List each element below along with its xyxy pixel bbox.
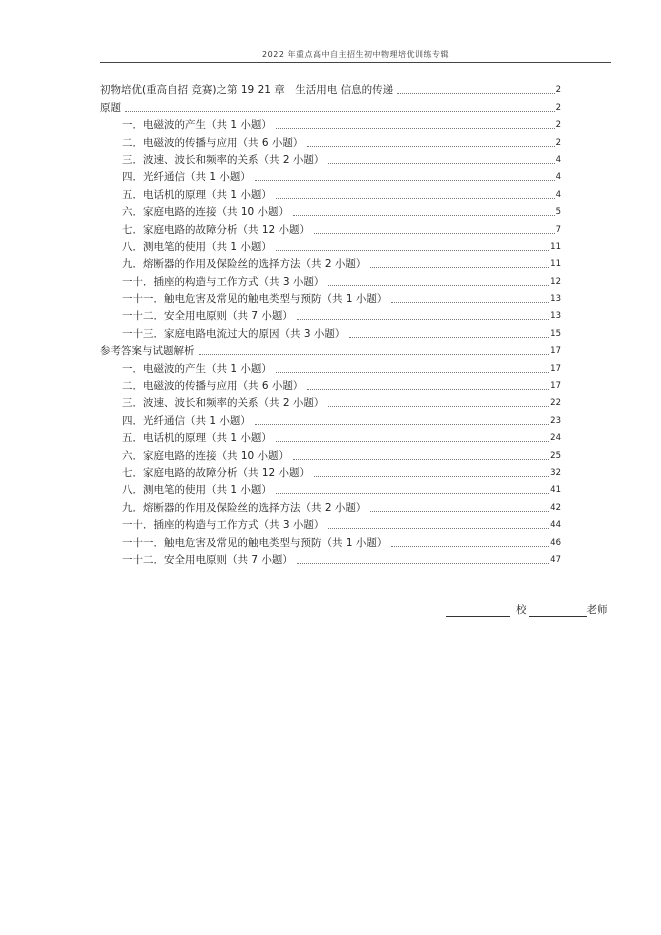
toc-entry-page: 15	[550, 328, 561, 339]
toc-entry-page: 2	[555, 137, 561, 148]
toc-leader-dots	[276, 128, 555, 129]
toc-entry[interactable]	[100, 184, 561, 201]
toc-entry-title: 一十一．触电危害及常见的触电类型与预防（共 1 小题）	[122, 536, 388, 549]
toc-entry[interactable]	[100, 550, 561, 567]
toc-entry[interactable]	[100, 202, 561, 219]
toc-leader-dots	[314, 476, 549, 477]
toc-leader-dots	[397, 93, 554, 94]
toc-entry[interactable]	[100, 341, 561, 358]
toc-leader-dots	[276, 250, 549, 251]
toc-entry-title: 八．测电笔的使用（共 1 小题）	[122, 484, 272, 497]
toc-entry-page: 23	[550, 415, 561, 426]
toc-entry-page: 2	[555, 85, 561, 96]
toc-entry-title: 初物培优(重高自招 竞赛)之第 19 21 章 生活用电 信息的传递	[100, 84, 394, 97]
toc-leader-dots	[276, 441, 549, 442]
toc-entry-page: 17	[550, 346, 561, 357]
toc-entry[interactable]	[100, 219, 561, 236]
toc-entry-title: 一十一．触电危害及常见的触电类型与预防（共 1 小题）	[122, 293, 388, 306]
toc-entry-page: 47	[550, 554, 561, 565]
toc-entry-title: 二．电磁波的传播与应用（共 6 小题）	[122, 136, 304, 149]
toc-entry-page: 46	[550, 537, 561, 548]
toc-entry-page: 13	[550, 311, 561, 322]
toc-entry[interactable]	[100, 80, 561, 97]
teacher-suffix: 老师	[586, 604, 608, 616]
toc-entry-title: 六．家庭电路的连接（共 10 小题）	[122, 206, 290, 219]
toc-entry-title: 八．测电笔的使用（共 1 小题）	[122, 240, 272, 253]
toc-entry[interactable]	[100, 393, 561, 410]
toc-entry-title: 一十．插座的构造与工作方式（共 3 小题）	[122, 519, 325, 532]
toc-entry[interactable]	[100, 237, 561, 254]
toc-leader-dots	[293, 459, 549, 460]
toc-entry-title: 一十二．安全用电原则（共 7 小题）	[122, 310, 293, 323]
toc-entry-page: 4	[555, 172, 561, 183]
toc-entry-title: 一十二．安全用电原则（共 7 小题）	[122, 553, 293, 566]
toc-leader-dots	[328, 406, 549, 407]
toc-leader-dots	[276, 493, 549, 494]
toc-entry-page: 25	[550, 450, 561, 461]
toc-entry-page: 17	[550, 381, 561, 392]
toc-entry-title: 一十．插座的构造与工作方式（共 3 小题）	[122, 275, 325, 288]
toc-leader-dots	[199, 354, 550, 355]
toc-entry-title: 五．电话机的原理（共 1 小题）	[122, 188, 272, 201]
toc-leader-dots	[255, 424, 549, 425]
toc-entry-title: 原题	[100, 101, 121, 114]
toc-entry[interactable]	[100, 497, 561, 514]
school-suffix: 校	[516, 604, 527, 616]
toc-entry[interactable]	[100, 428, 561, 445]
toc-entry[interactable]	[100, 358, 561, 375]
toc-entry-page: 2	[555, 120, 561, 131]
toc-entry-page: 11	[550, 259, 561, 270]
school-blank	[446, 604, 510, 617]
toc-entry-title: 参考答案与试题解析	[100, 345, 195, 358]
toc-leader-dots	[349, 337, 549, 338]
table-of-contents	[100, 80, 561, 567]
toc-entry-title: 五．电话机的原理（共 1 小题）	[122, 432, 272, 445]
toc-entry-title: 二．电磁波的传播与应用（共 6 小题）	[122, 380, 304, 393]
toc-entry-page: 24	[550, 433, 561, 444]
toc-leader-dots	[307, 146, 554, 147]
toc-entry-page: 42	[550, 502, 561, 513]
toc-entry[interactable]	[100, 376, 561, 393]
toc-leader-dots	[328, 528, 549, 529]
toc-entry-title: 七．家庭电路的故障分析（共 12 小题）	[122, 466, 311, 479]
toc-entry-page: 4	[555, 189, 561, 200]
toc-entry[interactable]	[100, 323, 561, 340]
toc-entry[interactable]	[100, 115, 561, 132]
toc-entry[interactable]	[100, 532, 561, 549]
toc-entry-title: 九．熔断器的作用及保险丝的选择方法（共 2 小题）	[122, 501, 367, 514]
toc-entry-page: 11	[550, 241, 561, 252]
toc-entry-page: 4	[555, 154, 561, 165]
toc-entry[interactable]	[100, 445, 561, 462]
toc-entry-title: 七．家庭电路的故障分析（共 12 小题）	[122, 223, 311, 236]
toc-entry-page: 17	[550, 363, 561, 374]
toc-leader-dots	[307, 389, 549, 390]
toc-entry-page: 44	[550, 520, 561, 531]
toc-leader-dots	[370, 267, 549, 268]
toc-entry-page: 2	[555, 102, 561, 113]
toc-leader-dots	[391, 302, 549, 303]
toc-leader-dots	[293, 215, 555, 216]
toc-entry-title: 九．熔断器的作用及保险丝的选择方法（共 2 小题）	[122, 258, 367, 271]
toc-entry-title: 三．波速、波长和频率的关系（共 2 小题）	[122, 153, 325, 166]
header-rule	[100, 62, 611, 63]
toc-leader-dots	[276, 372, 549, 373]
toc-entry-page: 5	[555, 207, 561, 218]
toc-entry-title: 四．光纤通信（共 1 小题）	[122, 414, 251, 427]
toc-leader-dots	[370, 511, 549, 512]
toc-leader-dots	[314, 233, 555, 234]
toc-entry-page: 7	[555, 224, 561, 235]
toc-entry-page: 32	[550, 467, 561, 478]
toc-leader-dots	[328, 285, 549, 286]
toc-leader-dots	[328, 163, 554, 164]
toc-entry[interactable]	[100, 271, 561, 288]
toc-entry[interactable]	[100, 150, 561, 167]
toc-entry-page: 13	[550, 294, 561, 305]
toc-leader-dots	[255, 180, 555, 181]
toc-entry-title: 一．电磁波的产生（共 1 小题）	[122, 362, 272, 375]
toc-leader-dots	[297, 319, 549, 320]
toc-entry-title: 三．波速、波长和频率的关系（共 2 小题）	[122, 397, 325, 410]
teacher-blank	[529, 604, 587, 617]
toc-entry[interactable]	[100, 306, 561, 323]
toc-entry[interactable]	[100, 480, 561, 497]
toc-entry-page: 12	[550, 276, 561, 287]
toc-entry-title: 六．家庭电路的连接（共 10 小题）	[122, 449, 290, 462]
toc-entry[interactable]	[100, 132, 561, 149]
toc-entry[interactable]	[100, 289, 561, 306]
toc-entry[interactable]	[100, 410, 561, 427]
toc-entry[interactable]	[100, 463, 561, 480]
toc-leader-dots	[125, 111, 555, 112]
page-header-title: 2022 年重点高中自主招生初中物理培优训练专辑	[262, 50, 449, 59]
toc-entry-page: 41	[550, 485, 561, 496]
toc-entry-page: 22	[550, 398, 561, 409]
toc-leader-dots	[297, 563, 549, 564]
toc-entry[interactable]	[100, 254, 561, 271]
toc-entry[interactable]	[100, 515, 561, 532]
toc-entry-title: 四．光纤通信（共 1 小题）	[122, 171, 251, 184]
toc-leader-dots	[276, 198, 555, 199]
toc-leader-dots	[391, 546, 549, 547]
toc-entry-title: 一十三．家庭电路电流过大的原因（共 3 小题）	[122, 327, 346, 340]
toc-entry[interactable]	[100, 167, 561, 184]
toc-entry[interactable]	[100, 97, 561, 114]
toc-entry-title: 一．电磁波的产生（共 1 小题）	[122, 119, 272, 132]
signature-line	[446, 602, 611, 617]
